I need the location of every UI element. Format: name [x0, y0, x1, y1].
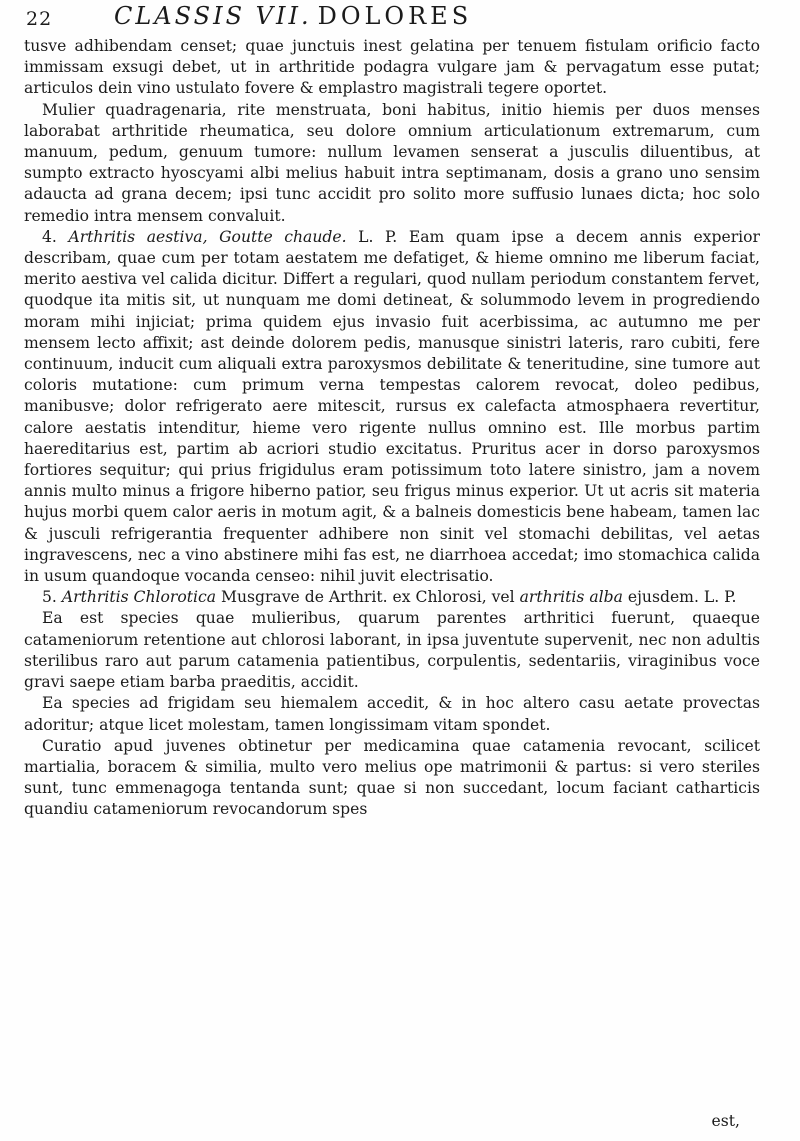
paragraph-continuation: tusve adhibendam censet; quae junctuis inest gelatina per tenuem fistulam orificio facto immissam exsugi debet, ut in arthritide podagra vulgare jam & pervagatum esse putat; articulos dein vino ustulato fovere & emplastro magistrali tegere oportet. — [24, 37, 760, 98]
entry-heading — [42, 228, 397, 246]
entry-latin-synonym: arthritis alba — [519, 588, 623, 607]
entry-latin-name: Arthritis aestiva, — [68, 227, 208, 246]
page-header — [26, 2, 726, 32]
entry-number: 4. — [42, 227, 57, 246]
running-head — [114, 2, 472, 30]
entry-author: ejusdem. L. P. — [627, 588, 737, 607]
page-number: 22 — [26, 8, 53, 30]
entry-latin-name: Arthritis Chlorotica — [61, 588, 217, 607]
paragraph-chlorotica-description: Ea est species quae mulieribus, quarum parentes arthritici fuerunt, quaeque catameniorum retentione aut chlorosi laborant, in ipsa juventute supervenit, nec non adultis sterilibus raro aut parum catamenia patientibus, corpulentis, sedentariis, viraginibus voce gravi saepe etiam barba praeditis, accidit. — [24, 609, 760, 692]
entry-author: L. P. — [358, 227, 398, 246]
catchword: est, — [711, 1112, 740, 1130]
entry-french-name: Goutte chaude. — [219, 227, 347, 246]
entry-arthritis-chlorotica-heading — [24, 587, 760, 608]
entry-arthritis-aestiva — [24, 227, 760, 587]
paragraph-case-report: Mulier quadragenaria, rite menstruata, boni habitus, initio hiemis per duos menses laborabat arthritide rheumatica, seu dolore omnium articulationum extremarum, cum manuum, pedum, genuum tumore: nullum levamen senserat a jusculis diluentibus, at sumpto extracto hyoscyami albi melius habuit intra septimanam, dosis a grano uno sensim adaucta ad grana decem; ipsi tunc accidit pro solito more suffusio lunaes dicta; hoc solo remedio intra mensem convaluit. — [24, 100, 760, 225]
paragraph-chlorotica-treatment: Curatio apud juvenes obtinetur per medicamina quae catamenia revocant, scilicet martialia, boracem & similia, multo vero melius ope matrimonii & partus: si vero steriles sunt, tunc emmenagoga tentanda sunt; quae si non succedant, locum faciant catharticis quandiu catameniorum revocandorum spes — [24, 736, 760, 819]
entry-body: Eam quam ipse a decem annis experior describam, quae cum per totam aestatem me defatiget, & hieme omnino me liberum faciat, merito aestiva vel calida dicitur. Differt a regulari, quod nullam periodum constantem fervet, quodque ita mitis sit, ut nunquam me domi detineat, & solummodo levem in progrediendo moram mihi injiciat; prima quidem ejus invasio fuit acerbissima, ac autumno me per mensem lecto affixit; ast deinde dolorem pedis, manusque sinistri lateris, raro cubiti, fere continuum, inducit cum aliquali extra paroxysmos debilitate & teneritudine, sine tumore aut coloris mutatione: cum primum verna tempestas calorem revocat, doleo pedibus, manibusve; dolor refrigerato aere mitescit, rursus ex calefacta atmosphaera revertitur, calore aestatis intenditur, hieme vero rigente nullus omnino est. Ille morbus partim haereditarius est, partim ab acriori studio excitatus. Pruritus acer in dorso paroxysmos fortiores sequitur; qui prius frigidulus eram potissimum toto latere sinistro, jam a novem annis multo minus a frigore hiberno patior, seu frigus minus experior. Ut ut acris sit materia hujus morbi quem calor aeris in motum agit, & a balneis domesticis bene habeam, tamen lac & jusculi refrigerantia frequenter adhibere non sinit vel stomachi debilitas, vel aetas ingravescens, nec a vino abstinere mihi fas est, ne diarrhoea accedat; imo stomachica calida in usum quandoque vocanda censeo: nihil juvit electrisatio. — [24, 227, 760, 586]
entry-number: 5. — [42, 588, 57, 607]
entry-heading — [42, 588, 736, 606]
running-head-class: CLASSIS VII. — [114, 2, 312, 30]
running-head-section: DOLORES — [317, 2, 473, 30]
entry-reference: Musgrave de Arthrit. ex Chlorosi, vel — [220, 588, 515, 607]
paragraph-chlorotica-course: Ea species ad frigidam seu hiemalem accedit, & in hoc altero casu aetate provectas adoritur; atque licet molestam, tamen longissimam vitam spondet. — [24, 694, 760, 734]
body-text — [24, 36, 760, 821]
